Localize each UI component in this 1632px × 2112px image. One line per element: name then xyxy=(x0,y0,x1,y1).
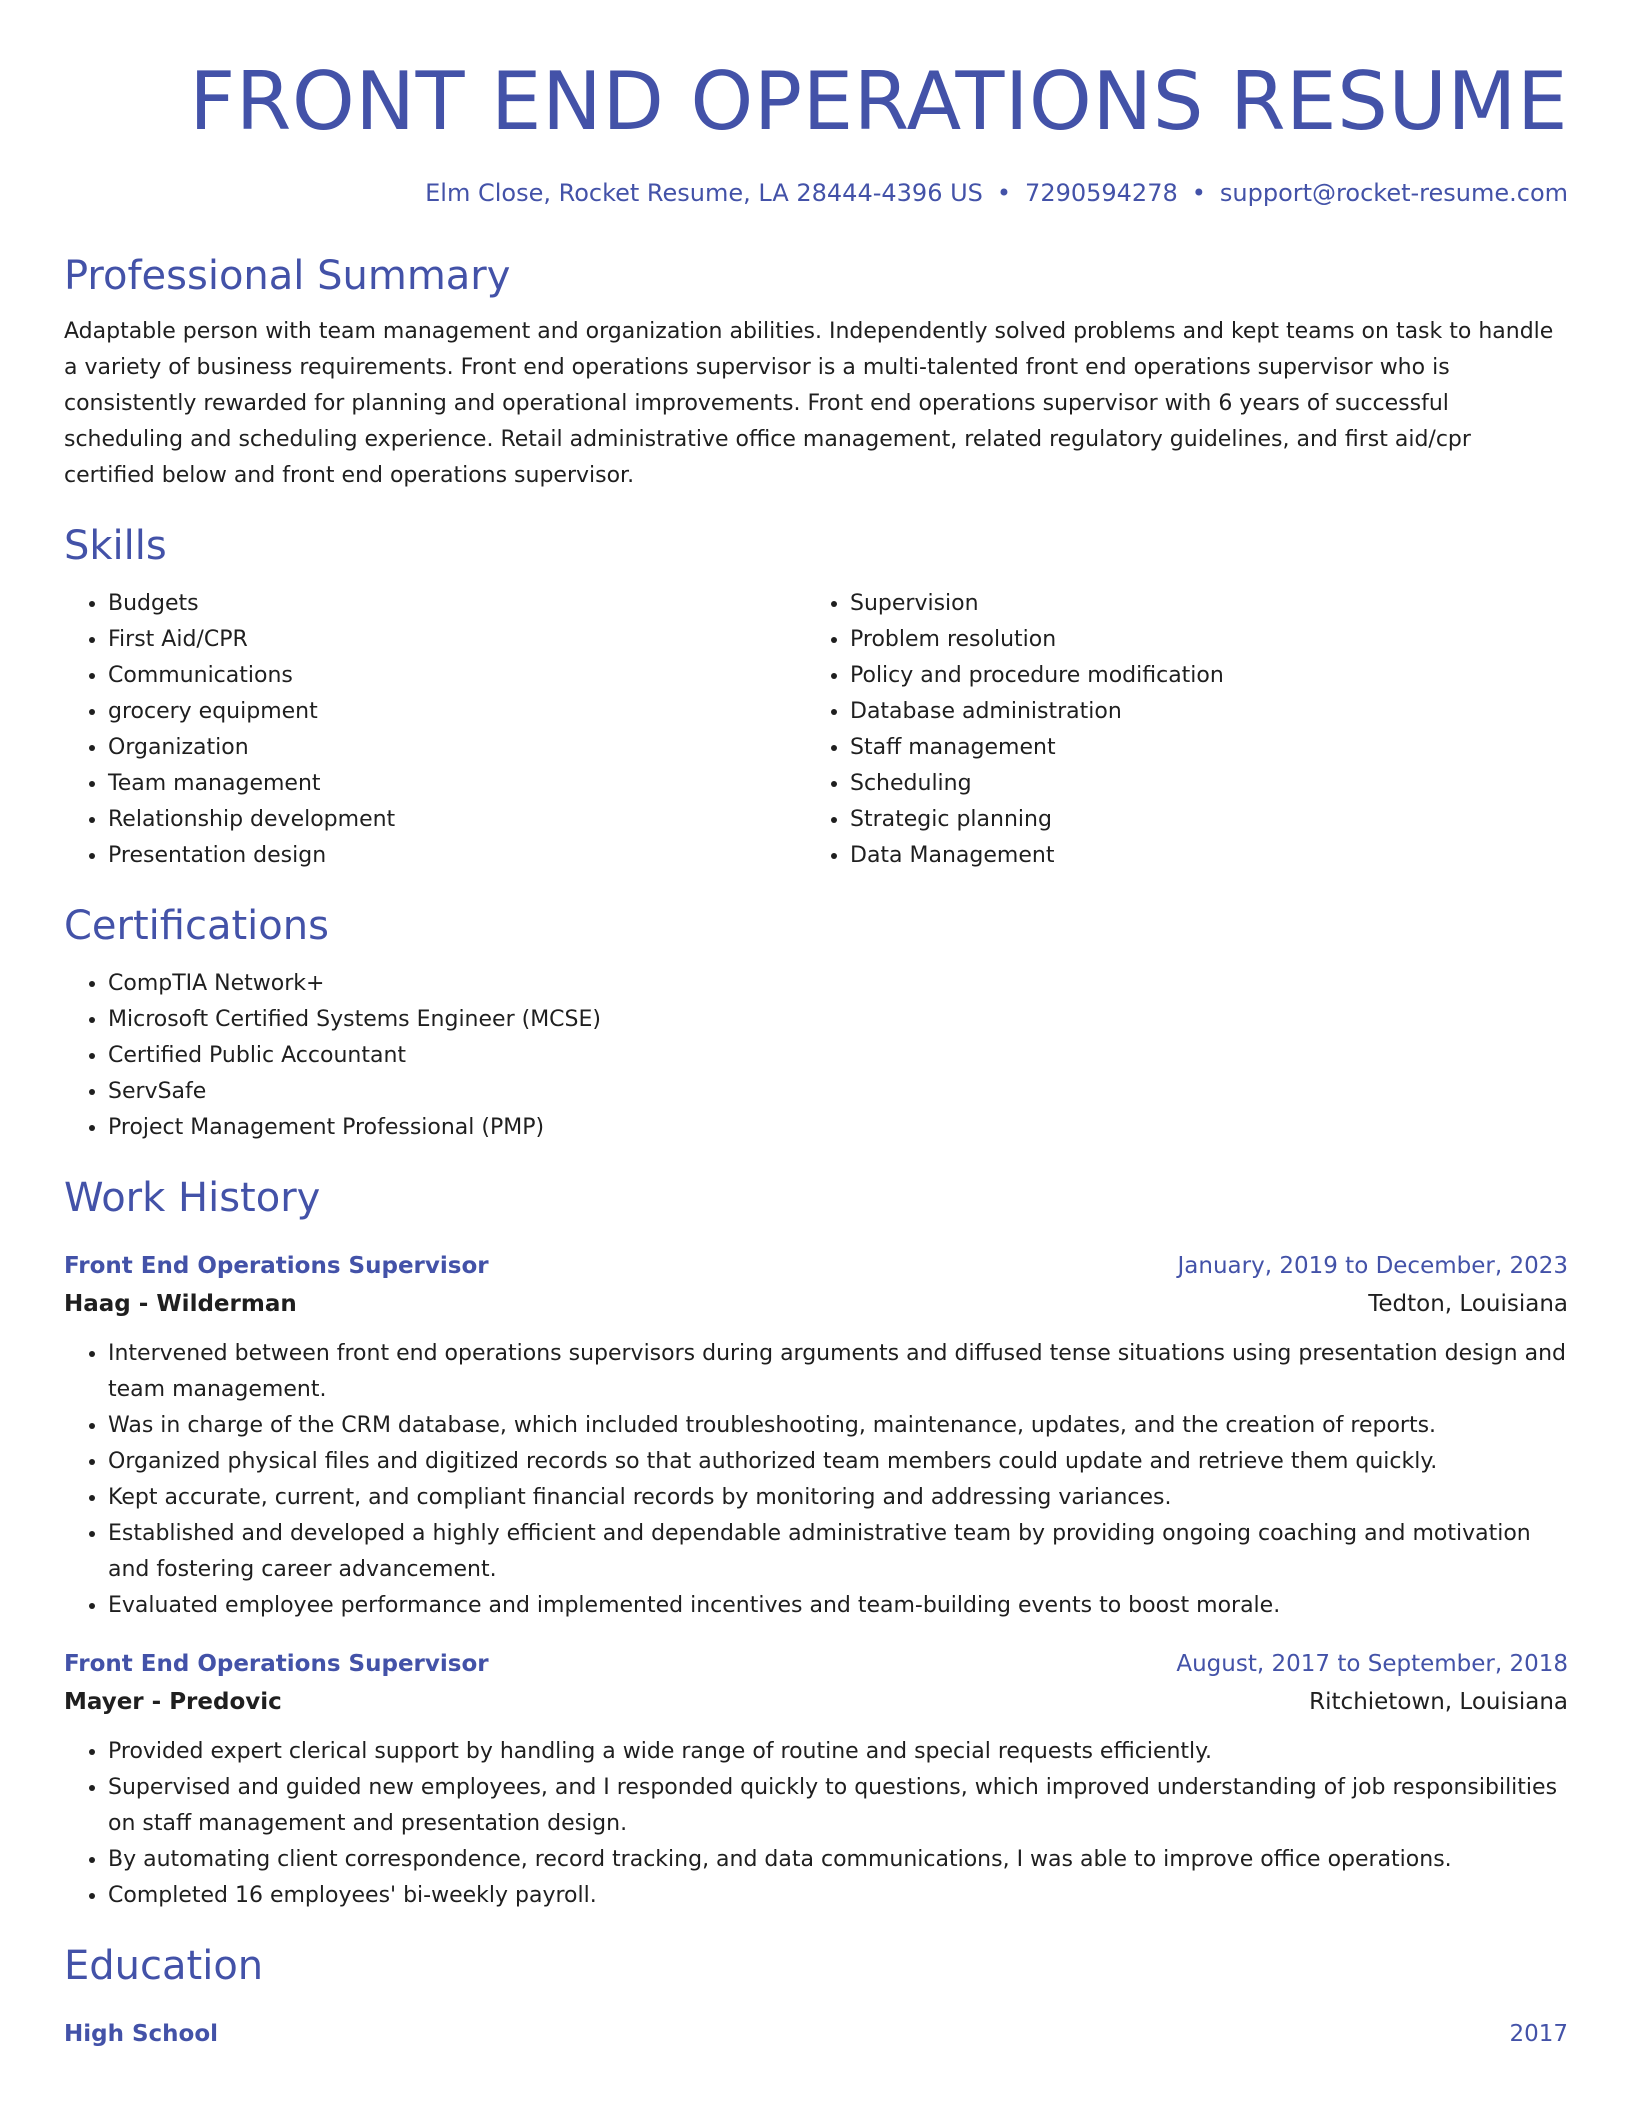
work-history-heading: Work History xyxy=(64,1175,321,1221)
job-location: Ritchietown, Louisiana xyxy=(1309,1689,1568,1715)
contact-separator: • xyxy=(996,179,1012,207)
job-company-row xyxy=(64,1682,1568,1722)
skill-item: • Policy and procedure modification xyxy=(850,658,1548,694)
education-row xyxy=(64,2016,1568,2052)
summary-heading: Professional Summary xyxy=(64,253,511,299)
skills-heading: Skills xyxy=(64,523,167,569)
skill-item: • Database administration xyxy=(850,694,1548,730)
job-bullet: • Completed 16 employees' bi-weekly payroll. xyxy=(108,1878,1568,1914)
job-bullet: • Intervened between front end operations supervisors during arguments and diffused tense situations using presentation design and team management. xyxy=(108,1336,1568,1408)
summary-text: Adaptable person with team management and organization abilities. Independently solved problems and kept teams on task to handle a variety of business requirements. Front end operations supervisor is a multi-talented front end operations supervisor who is consistently rewarded for planning and operational improvements. Front end operations supervisor with 6 years of successful scheduling and scheduling experience. Retail administrative office management, related regulatory guidelines, and first aid/cpr certified below and front end operations supervisor. xyxy=(64,319,1554,488)
contact-phone: 7290594278 xyxy=(1025,179,1178,207)
job-entry xyxy=(64,1646,1568,1914)
work-history-section xyxy=(64,1170,1568,1914)
job-entry xyxy=(64,1248,1568,1624)
education-entry xyxy=(64,2016,1568,2052)
contact-address: Elm Close, Rocket Resume, LA 28444-4396 US xyxy=(425,179,983,207)
certification-item: • ServSafe xyxy=(108,1074,1568,1110)
certification-item: • Microsoft Certified Systems Engineer (MCSE) xyxy=(108,1002,1568,1038)
skill-item: • Communications xyxy=(108,658,806,694)
job-header-row xyxy=(64,1646,1568,1682)
certification-item: • Project Management Professional (PMP) xyxy=(108,1110,1568,1146)
summary-section xyxy=(64,248,1568,494)
education-section xyxy=(64,1938,1568,2052)
job-bullet: • Provided expert clerical support by handling a wide range of routine and special requests efficiently. xyxy=(108,1734,1568,1770)
certifications-section xyxy=(64,898,1568,1146)
skill-item: • Problem resolution xyxy=(850,622,1548,658)
job-company: Haag - Wilderman xyxy=(64,1291,297,1317)
certification-item: • Certified Public Accountant xyxy=(108,1038,1568,1074)
skill-item: • Staff management xyxy=(850,730,1548,766)
resume-title: FRONT END OPERATIONS RESUME xyxy=(189,55,1568,148)
job-bullets xyxy=(64,1734,1568,1914)
job-header-row xyxy=(64,1248,1568,1284)
skills-section xyxy=(64,518,1568,874)
skill-item: • Scheduling xyxy=(850,766,1548,802)
job-bullet: • Was in charge of the CRM database, which included troubleshooting, maintenance, updates, and the creation of reports. xyxy=(108,1408,1568,1444)
skill-item: • Presentation design xyxy=(108,838,806,874)
skill-item: • Supervision xyxy=(850,586,1548,622)
education-heading: Education xyxy=(64,1943,264,1989)
job-bullet: • Supervised and guided new employees, and I responded quickly to questions, which improved understanding of job responsibilities on staff management and presentation design. xyxy=(108,1770,1568,1842)
skills-columns xyxy=(64,574,1568,874)
contact-email: support@rocket-resume.com xyxy=(1219,179,1568,207)
skill-item: • Organization xyxy=(108,730,806,766)
certification-item: • CompTIA Network+ xyxy=(108,966,1568,1002)
skill-item: • Budgets xyxy=(108,586,806,622)
job-dates: January, 2019 to December, 2023 xyxy=(1177,1253,1568,1279)
certifications-list xyxy=(64,966,1568,1146)
job-bullet: • Organized physical files and digitized records so that authorized team members could update and retrieve them quickly. xyxy=(108,1444,1568,1480)
job-title: Front End Operations Supervisor xyxy=(64,1253,489,1279)
skill-item: • Strategic planning xyxy=(850,802,1548,838)
skill-item: • Relationship development xyxy=(108,802,806,838)
skills-list-left xyxy=(64,586,806,874)
skills-column-right xyxy=(806,574,1548,874)
skill-item: • grocery equipment xyxy=(108,694,806,730)
job-title: Front End Operations Supervisor xyxy=(64,1651,489,1677)
job-bullet: • Kept accurate, current, and compliant financial records by monitoring and addressing variances. xyxy=(108,1480,1568,1516)
job-company-row xyxy=(64,1284,1568,1324)
education-year: 2017 xyxy=(1509,2021,1568,2047)
contact-separator: • xyxy=(1191,179,1206,207)
job-bullets xyxy=(64,1336,1568,1624)
education-degree: High School xyxy=(64,2021,219,2047)
skills-list-right xyxy=(806,586,1548,874)
skill-item: • Team management xyxy=(108,766,806,802)
skills-column-left xyxy=(64,574,806,874)
job-bullet: • Evaluated employee performance and implemented incentives and team-building events to boost morale. xyxy=(108,1588,1568,1624)
contact-line xyxy=(64,176,1568,210)
job-location: Tedton, Louisiana xyxy=(1368,1291,1568,1317)
certifications-heading: Certifications xyxy=(64,903,329,949)
skill-item: • Data Management xyxy=(850,838,1548,874)
job-bullet: • By automating client correspondence, record tracking, and data communications, I was able to improve office operations. xyxy=(108,1842,1568,1878)
job-bullet: • Established and developed a highly efficient and dependable administrative team by providing ongoing coaching and motivation and fostering career advancement. xyxy=(108,1516,1568,1588)
skill-item: • First Aid/CPR xyxy=(108,622,806,658)
job-company: Mayer - Predovic xyxy=(64,1689,282,1715)
job-dates: August, 2017 to September, 2018 xyxy=(1176,1651,1568,1677)
